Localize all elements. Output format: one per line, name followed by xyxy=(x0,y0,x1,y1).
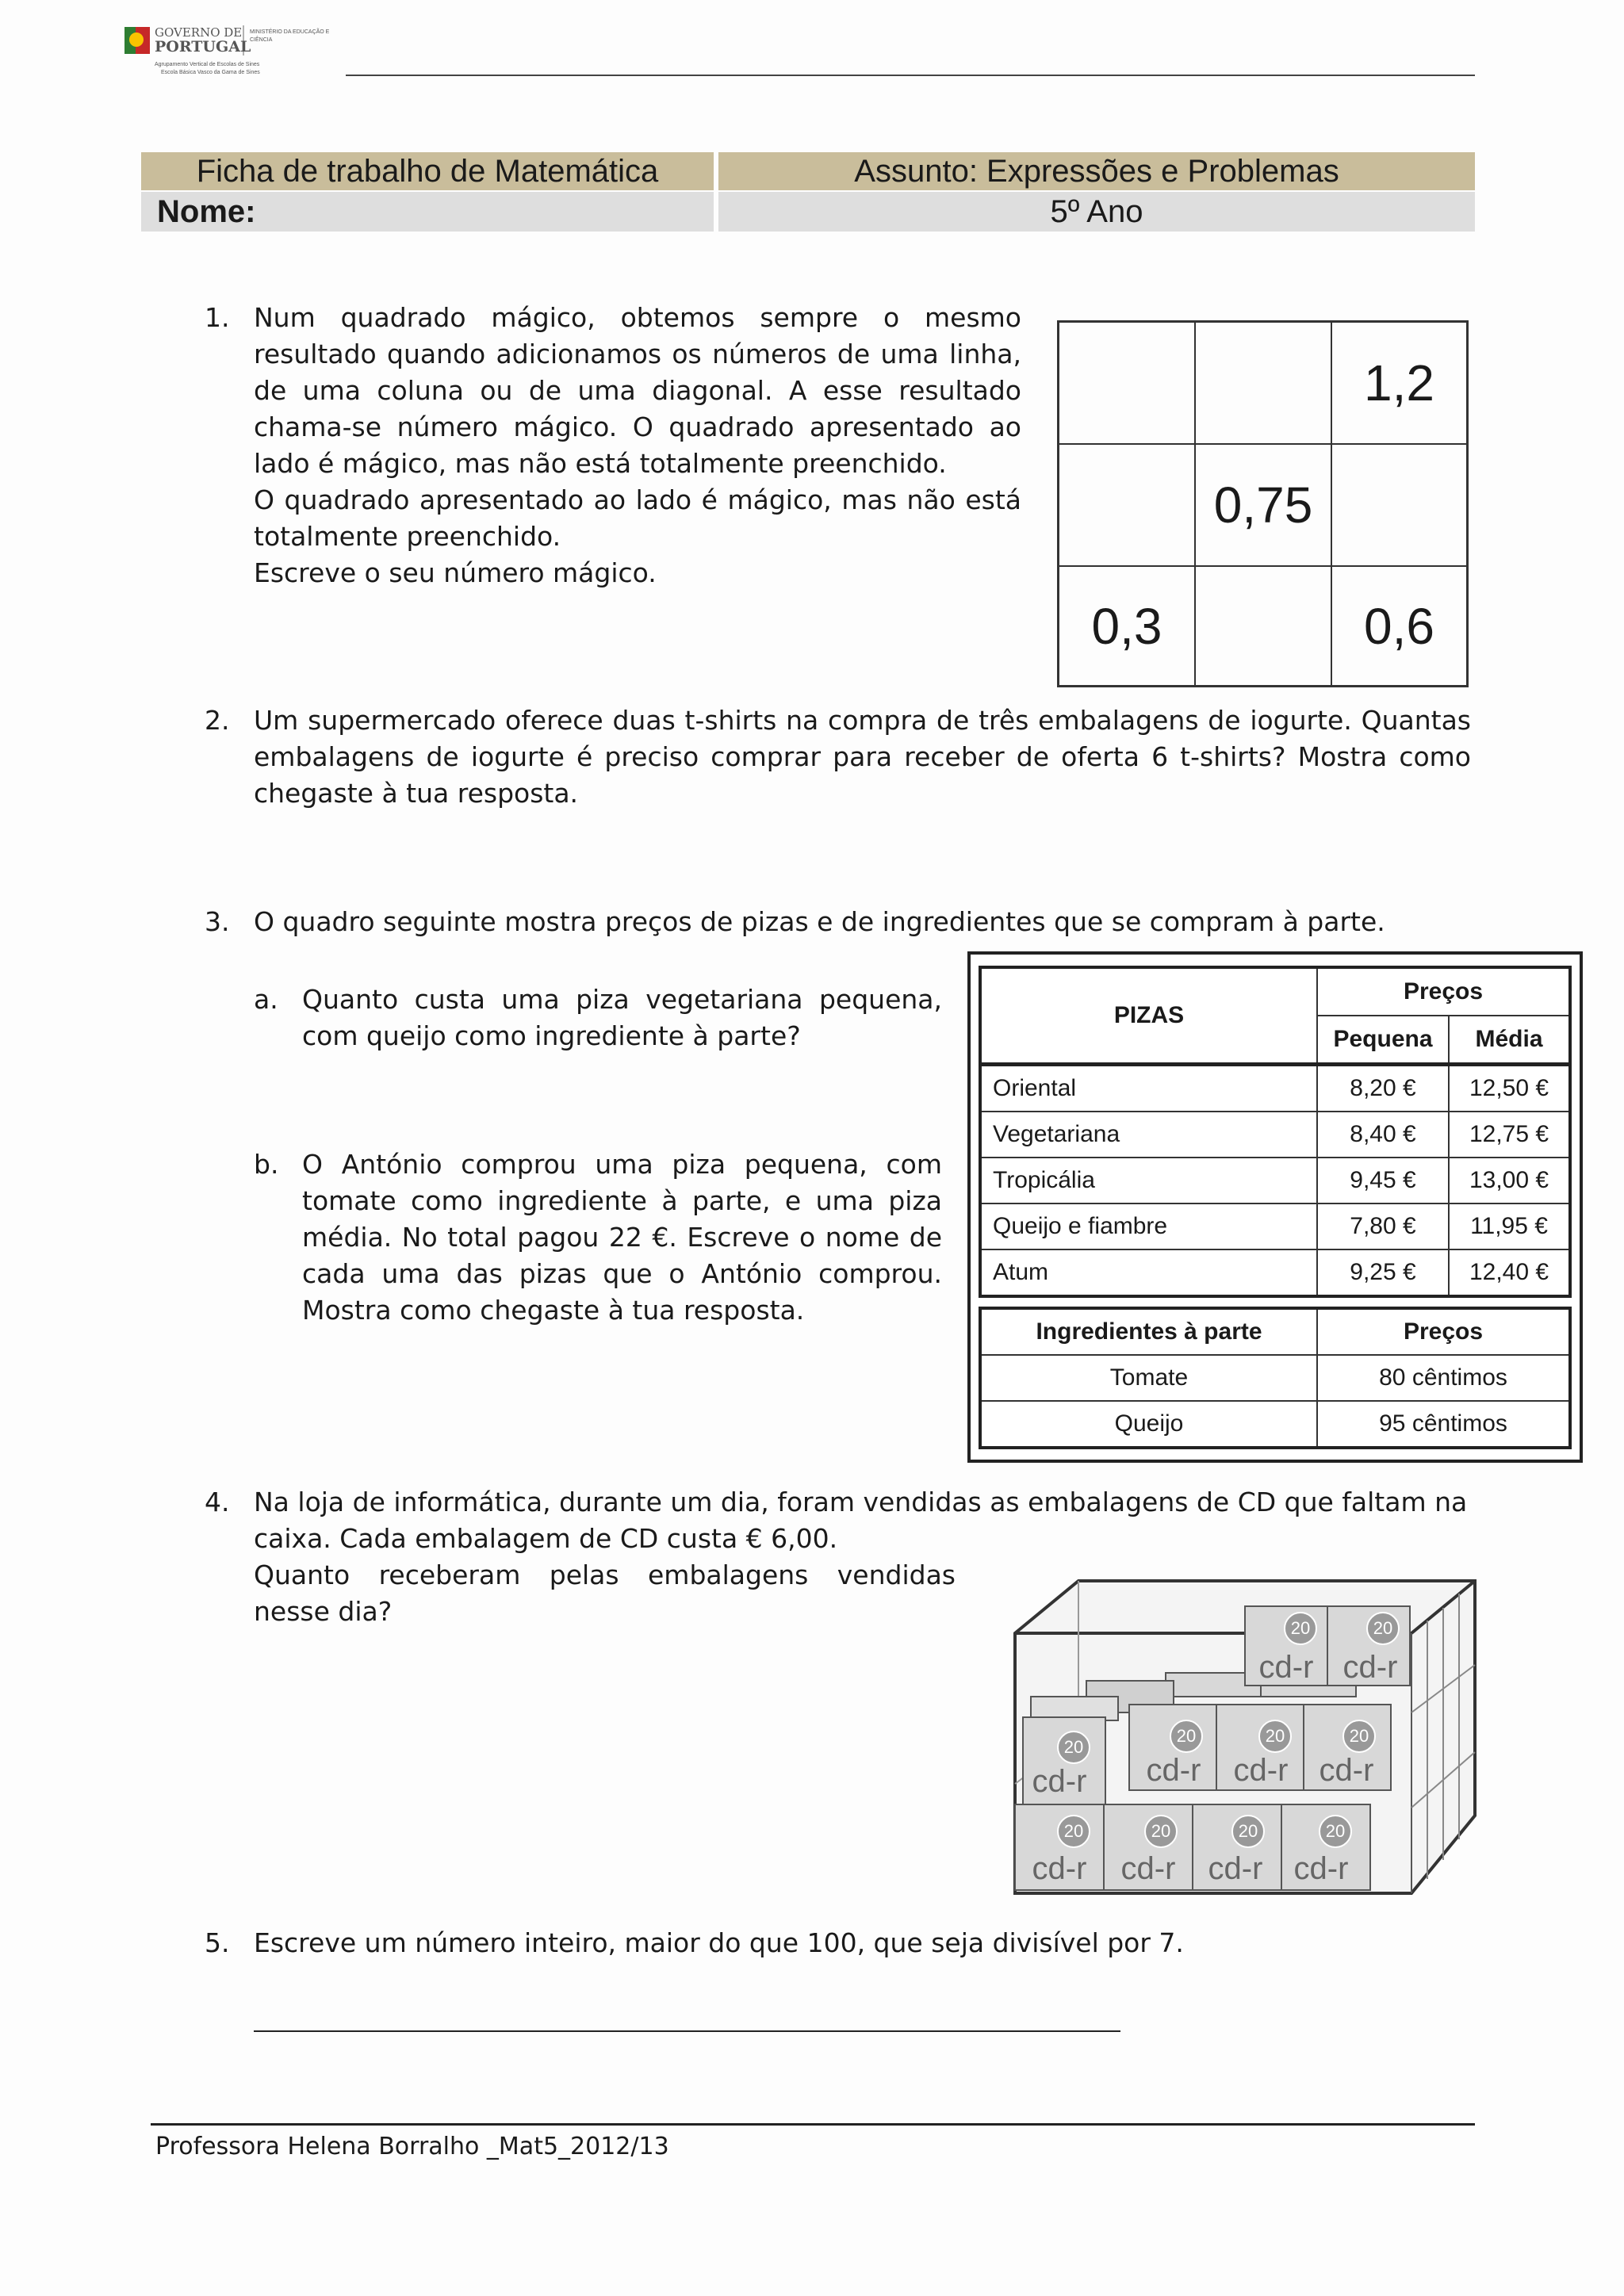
title-block xyxy=(141,152,1475,232)
pizza-small-price: 8,40 € xyxy=(1317,1112,1449,1158)
q1-number: 1. xyxy=(205,302,230,333)
magic-cell: 0,6 xyxy=(1331,566,1467,686)
cd-count: 20 xyxy=(1063,1737,1084,1757)
cd-label: cd-r xyxy=(1258,1650,1314,1685)
q3-number: 3. xyxy=(205,906,230,937)
pizza-small-price: 9,25 € xyxy=(1317,1249,1449,1296)
table-row xyxy=(980,1401,1570,1448)
cd-count: 20 xyxy=(1238,1821,1258,1841)
q2-number: 2. xyxy=(205,705,230,736)
magic-square xyxy=(1057,320,1469,687)
cd-label: cd-r xyxy=(1233,1753,1289,1788)
magic-cell xyxy=(1195,322,1331,444)
q1-paragraph1: Num quadrado mágico, obtemos sempre o mesmo resultado quando adicionamos os números de uma linha, de uma coluna ou de uma diagonal. A esse resultado chama-se número mágico. O quadrado apresentado ao lado é mágico, mas não está totalmente preenchido. xyxy=(254,302,1021,479)
q3b-label: b. xyxy=(254,1149,279,1180)
cd-count: 20 xyxy=(1265,1726,1285,1746)
ingredient-price: 95 cêntimos xyxy=(1317,1401,1570,1448)
header-rule xyxy=(346,75,1475,76)
magic-cell xyxy=(1059,322,1195,444)
q1-paragraph2: O quadrado apresentado ao lado é mágico, mas não está totalmente preenchido. xyxy=(254,484,1021,552)
pizza-small-price: 7,80 € xyxy=(1317,1203,1449,1249)
pizza-name: Queijo e fiambre xyxy=(980,1203,1317,1249)
pizza-medium-price: 12,40 € xyxy=(1449,1249,1570,1296)
q1-paragraph3: Escreve o seu número mágico. xyxy=(254,557,657,588)
pizza-medium-price: 13,00 € xyxy=(1449,1158,1570,1203)
pizza-medium-price: 12,75 € xyxy=(1449,1112,1570,1158)
pizza-name: Vegetariana xyxy=(980,1112,1317,1158)
pizzas-header: PIZAS xyxy=(980,967,1317,1065)
q5-number: 5. xyxy=(205,1927,230,1958)
logo-ministry: MINISTÉRIO DA EDUCAÇÃO E CIÊNCIA xyxy=(250,29,330,43)
grade-label: 5º Ano xyxy=(718,192,1475,232)
logo-school-line2: Escola Básica Vasco da Gama de Sines xyxy=(161,70,260,75)
logo-line1: GOVERNO DE xyxy=(155,25,243,40)
cd-label: cd-r xyxy=(1208,1851,1263,1886)
magic-cell: 0,3 xyxy=(1059,566,1195,686)
table-row xyxy=(980,1065,1570,1112)
footer-rule xyxy=(151,2123,1475,2126)
pizza-price-table xyxy=(967,951,1583,1463)
small-header: Pequena xyxy=(1317,1016,1449,1065)
magic-cell xyxy=(1331,444,1467,566)
ingredients-header: Ingredientes à parte xyxy=(980,1308,1317,1355)
medium-header: Média xyxy=(1449,1016,1570,1065)
cd-count: 20 xyxy=(1325,1821,1346,1841)
pizza-small-price: 9,45 € xyxy=(1317,1158,1449,1203)
magic-cell xyxy=(1059,444,1195,566)
cd-count: 20 xyxy=(1349,1726,1369,1746)
subject-title: Assunto: Expressões e Problemas xyxy=(718,152,1475,190)
table-row xyxy=(980,1203,1570,1249)
cd-count: 20 xyxy=(1176,1726,1197,1746)
answer-line xyxy=(254,2030,1120,2032)
government-logo xyxy=(123,22,345,84)
ingredients-prices-header: Preços xyxy=(1317,1308,1570,1355)
q4-text: Na loja de informática, durante um dia, foram vendidas as embalagens de CD que faltam na caixa. Cada embalagem de CD custa € 6,00. xyxy=(254,1487,1468,1554)
cd-count: 20 xyxy=(1151,1821,1171,1841)
ingredients-table xyxy=(979,1307,1572,1449)
cd-label: cd-r xyxy=(1032,1851,1087,1886)
table-row xyxy=(980,1112,1570,1158)
cd-box-illustration xyxy=(1007,1578,1483,1895)
pizza-small-price: 8,20 € xyxy=(1317,1065,1449,1112)
table-row xyxy=(980,1355,1570,1401)
table-row xyxy=(980,1249,1570,1296)
cd-label: cd-r xyxy=(1342,1650,1398,1685)
footer-text: Professora Helena Borralho _Mat5_2012/13 xyxy=(155,2133,669,2160)
cd-label: cd-r xyxy=(1146,1753,1201,1788)
q4-number: 4. xyxy=(205,1487,230,1517)
cd-label: cd-r xyxy=(1032,1764,1087,1799)
pizza-name: Atum xyxy=(980,1249,1317,1296)
logo-line2: PORTUGAL xyxy=(155,38,251,55)
table-row xyxy=(980,1158,1570,1203)
cd-label: cd-r xyxy=(1120,1851,1176,1886)
logo-school-line1: Agrupamento Vertical de Escolas de Sines xyxy=(155,62,260,67)
prices-header: Preços xyxy=(1317,967,1570,1016)
cd-label: cd-r xyxy=(1293,1851,1349,1886)
q4-question: Quanto receberam pelas embalagens vendidas nesse dia? xyxy=(254,1559,956,1627)
pizza-medium-price: 11,95 € xyxy=(1449,1203,1570,1249)
q3a-label: a. xyxy=(254,984,278,1015)
cd-count: 20 xyxy=(1063,1821,1084,1841)
pizza-table xyxy=(979,966,1572,1298)
q3b-text: O António comprou uma piza pequena, com tomate como ingrediente à parte, e uma piza média. No total pagou 22 €. Escreve o nome de cada uma das pizas que o António comprou. Mostra como chegaste à tua resposta. xyxy=(302,1149,942,1326)
cd-label: cd-r xyxy=(1319,1753,1374,1788)
q1-text xyxy=(254,300,1021,591)
ingredient-name: Tomate xyxy=(980,1355,1317,1401)
ingredient-name: Queijo xyxy=(980,1401,1317,1448)
name-field-label: Nome: xyxy=(141,192,714,232)
pizza-name: Oriental xyxy=(980,1065,1317,1112)
cd-count: 20 xyxy=(1290,1618,1311,1638)
magic-cell: 0,75 xyxy=(1195,444,1331,566)
worksheet-title: Ficha de trabalho de Matemática xyxy=(141,152,714,190)
q3a-text: Quanto custa uma piza vegetariana pequena, com queijo como ingrediente à parte? xyxy=(302,984,942,1051)
q3-text: O quadro seguinte mostra preços de pizas e de ingredientes que se compram à parte. xyxy=(254,906,1385,937)
magic-cell: 1,2 xyxy=(1331,322,1467,444)
q5-text: Escreve um número inteiro, maior do que 100, que seja divisível por 7. xyxy=(254,1927,1184,1958)
pizza-name: Tropicália xyxy=(980,1158,1317,1203)
magic-cell xyxy=(1195,566,1331,686)
ingredient-price: 80 cêntimos xyxy=(1317,1355,1570,1401)
pizza-medium-price: 12,50 € xyxy=(1449,1065,1570,1112)
cd-count: 20 xyxy=(1373,1618,1393,1638)
q2-text: Um supermercado oferece duas t-shirts na compra de três embalagens de iogurte. Quantas embalagens de iogurte é preciso comprar para receber de oferta 6 t-shirts? Mostra como chegaste à tua resposta. xyxy=(254,705,1471,809)
